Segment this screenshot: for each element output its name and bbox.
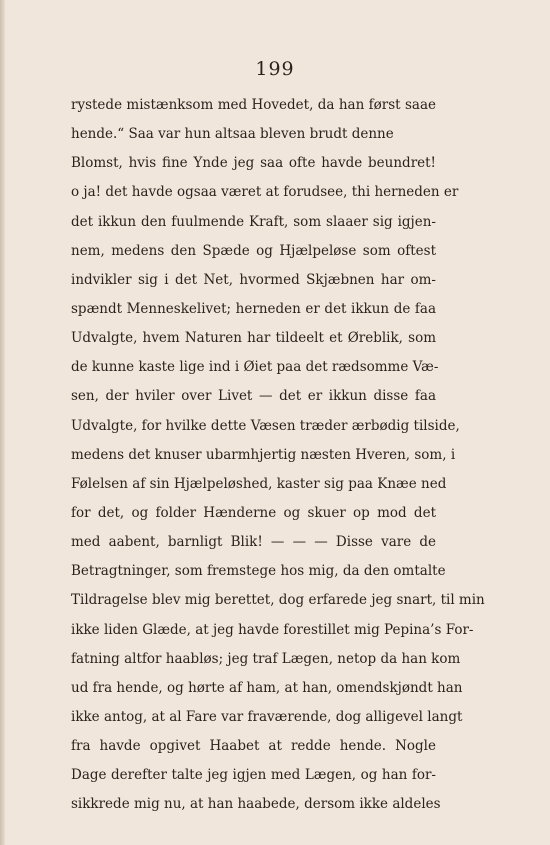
text-line: Udvalgte, for hvilke dette Væsen træder ærbødig tilside, (71, 417, 460, 434)
text-line: Udvalgte, hvem Naturen har tildeelt et Øreblik, som (71, 330, 436, 347)
text-line: de kunne kaste lige ind i Øiet paa det rædsomme Væ- (71, 359, 439, 376)
text-line: ud fra hende, og hørte af ham, at han, omendskjøndt han (71, 679, 463, 696)
text-line: Dage derefter talte jeg igjen med Lægen, og han for- (71, 767, 436, 784)
text-line: Blomst, hvis fine Ynde jeg saa ofte havde beundret! (71, 155, 436, 172)
text-line: med aabent, barnligt Blik! — — — Disse vare de (71, 534, 436, 551)
body-text (71, 91, 485, 820)
text-line: fatning altfor haabløs; jeg traf Lægen, netop da han kom (71, 650, 461, 667)
text-line: for det, og folder Hænderne og skuer op mod det (71, 504, 436, 521)
text-line: sikkrede mig nu, at han haabede, dersom ikke aldeles (71, 796, 441, 813)
text-line: nem, medens den Spæde og Hjælpeløse som oftest (71, 242, 436, 259)
text-line: indvikler sig i det Net, hvormed Skjæbnen har om- (71, 271, 436, 288)
text-line: ikke antog, at al Fare var fraværende, dog alligevel langt (71, 708, 463, 725)
text-line: ikke liden Glæde, at jeg havde forestillet mig Pepina’s For- (71, 621, 474, 638)
text-line: hende.“ Saa var hun altsaa bleven brudt denne (71, 126, 394, 143)
text-line: o ja! det havde ogsaa været at forudsee, thi herneden er (71, 184, 459, 201)
text-line: medens det knuser ubarmhjertig næsten Hveren, som, i (71, 446, 456, 463)
page-edge-shadow (0, 0, 5, 845)
text-line: Betragtninger, som fremstege hos mig, da den omtalte (71, 563, 446, 580)
text-line: Følelsen af sin Hjælpeløshed, kaster sig paa Knæe ned (71, 475, 447, 492)
text-line: det ikkun den fuulmende Kraft, som slaaer sig igjen- (71, 213, 436, 230)
text-line: Tildragelse blev mig berettet, dog erfarede jeg snart, til min (71, 592, 485, 609)
text-line: rystede mistænksom med Hovedet, da han først saae (71, 97, 436, 113)
text-line: fra havde opgivet Haabet at redde hende. Nogle (71, 738, 436, 755)
text-line: spændt Menneskelivet; herneden er det ikkun de faa (71, 300, 436, 317)
text-line: sen, der hviler over Livet — det er ikkun disse faa (71, 388, 436, 405)
page-number: 199 (255, 58, 295, 80)
